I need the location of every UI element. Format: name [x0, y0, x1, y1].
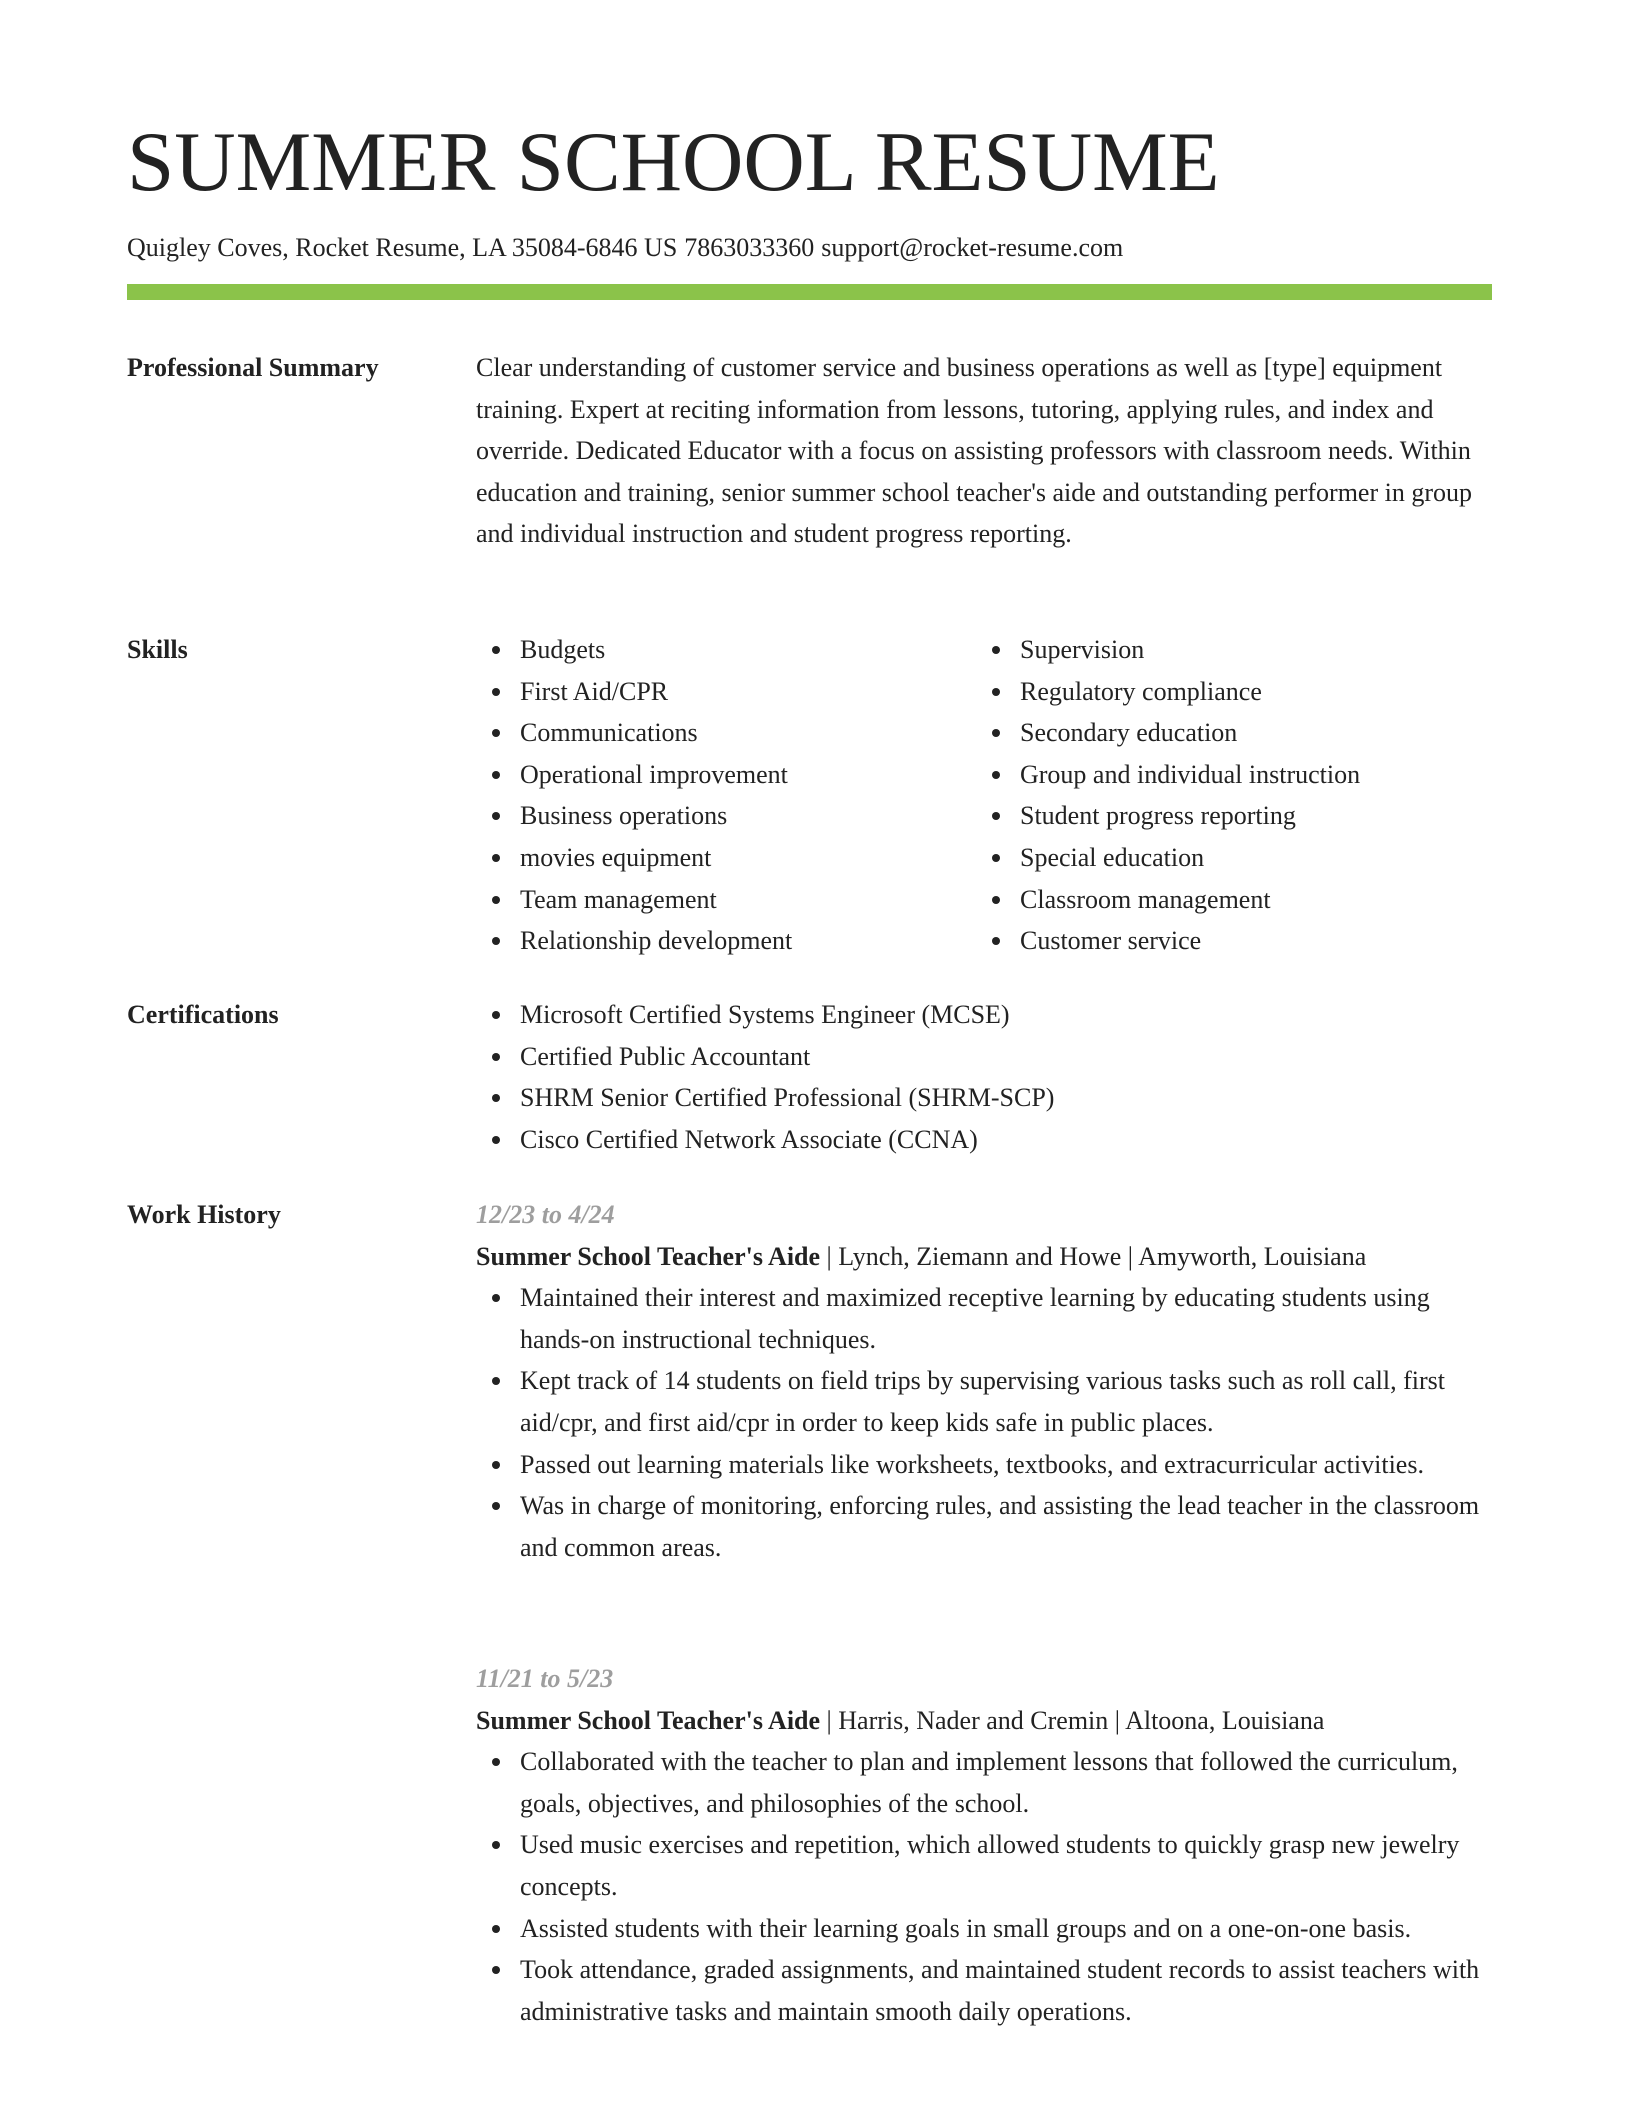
certifications-list — [476, 994, 1492, 1160]
skills-heading: Skills — [127, 635, 188, 664]
contact-address: Quigley Coves, Rocket Resume, LA 35084-6846 US — [127, 233, 678, 262]
job-dates: 12/23 to 4/24 — [476, 1200, 615, 1229]
skill-item: Customer service — [1020, 920, 1536, 962]
job-header — [476, 1700, 1492, 1742]
skills-list-left — [476, 629, 1020, 962]
skill-item: Communications — [520, 712, 1020, 754]
skill-item: Supervision — [1020, 629, 1536, 671]
job-bullet: Kept track of 14 students on field trips by supervising various tasks such as roll call, first aid/cpr, and first aid/cpr in order to keep kids safe in public places. — [520, 1360, 1492, 1443]
skill-item: Special education — [1020, 837, 1536, 879]
job-company: Lynch, Ziemann and Howe — [838, 1241, 1122, 1271]
job-bullet: Was in charge of monitoring, enforcing rules, and assisting the lead teacher in the classroom and common areas. — [520, 1485, 1492, 1568]
job-bullet: Assisted students with their learning goals in small groups and on a one-on-one basis. — [520, 1908, 1492, 1950]
job-bullet: Used music exercises and repetition, which allowed students to quickly grasp new jewelry concepts. — [520, 1824, 1492, 1907]
skill-item: Team management — [520, 879, 1020, 921]
certifications-body — [476, 994, 1492, 1160]
job-header — [476, 1236, 1492, 1278]
contact-line — [127, 232, 1123, 264]
job-dates: 11/21 to 5/23 — [476, 1664, 614, 1693]
skill-item: Operational improvement — [520, 754, 1020, 796]
summary-text: Clear understanding of customer service and business operations as well as [type] equipment training. Expert at reciting information from lessons, tutoring, applying rules, and index and override. Dedicated Educator with a focus on assisting professors with classroom needs. Within education and training, senior summer school teacher's aide and outstanding performer in group and individual instruction and student progress reporting. — [476, 353, 1472, 549]
summary-heading: Professional Summary — [127, 353, 379, 382]
job-bullet: Took attendance, graded assignments, and maintained student records to assist teachers with administrative tasks and maintain smooth daily operations. — [520, 1949, 1492, 2032]
job-separator: | — [826, 1241, 839, 1271]
skills-list-right — [976, 629, 1536, 962]
certifications-heading: Certifications — [127, 1000, 279, 1029]
certification-item: Microsoft Certified Systems Engineer (MCSE) — [520, 994, 1492, 1036]
skill-item: Student progress reporting — [1020, 795, 1536, 837]
summary-body — [476, 347, 1492, 555]
job-location: Altoona, Louisiana — [1125, 1705, 1325, 1735]
job-bullets — [476, 1277, 1492, 1568]
skill-item: Budgets — [520, 629, 1020, 671]
job-separator: | — [1127, 1241, 1139, 1271]
contact-phone: 7863033360 — [684, 233, 815, 262]
skill-item: Secondary education — [1020, 712, 1536, 754]
job-entry — [476, 1658, 1492, 2032]
skill-item: Regulatory compliance — [1020, 671, 1536, 713]
certification-item: Certified Public Accountant — [520, 1036, 1492, 1078]
job-title: Summer School Teacher's Aide — [476, 1241, 821, 1271]
skill-item: movies equipment — [520, 837, 1020, 879]
job-company: Harris, Nader and Cremin — [838, 1705, 1109, 1735]
certification-item: Cisco Certified Network Associate (CCNA) — [520, 1119, 1492, 1161]
header-divider — [127, 284, 1492, 300]
job-separator: | — [1114, 1705, 1126, 1735]
job-bullet: Passed out learning materials like worksheets, textbooks, and extracurricular activities. — [520, 1444, 1492, 1486]
skill-item: Relationship development — [520, 920, 1020, 962]
skill-item: Business operations — [520, 795, 1020, 837]
skill-item: Group and individual instruction — [1020, 754, 1536, 796]
job-entry — [476, 1194, 1492, 1568]
skill-item: First Aid/CPR — [520, 671, 1020, 713]
job-location: Amyworth, Louisiana — [1138, 1241, 1367, 1271]
contact-email: support@rocket-resume.com — [821, 233, 1124, 262]
skill-item: Classroom management — [1020, 879, 1536, 921]
job-separator: | — [826, 1705, 839, 1735]
job-bullets — [476, 1741, 1492, 2032]
job-bullet: Maintained their interest and maximized receptive learning by educating students using hands-on instructional techniques. — [520, 1277, 1492, 1360]
work-history-heading: Work History — [127, 1200, 281, 1229]
certification-item: SHRM Senior Certified Professional (SHRM-SCP) — [520, 1077, 1492, 1119]
job-bullet: Collaborated with the teacher to plan and implement lessons that followed the curriculum, goals, objectives, and philosophies of the school. — [520, 1741, 1492, 1824]
job-title: Summer School Teacher's Aide — [476, 1705, 821, 1735]
resume-title: SUMMER SCHOOL RESUME — [127, 115, 1220, 209]
